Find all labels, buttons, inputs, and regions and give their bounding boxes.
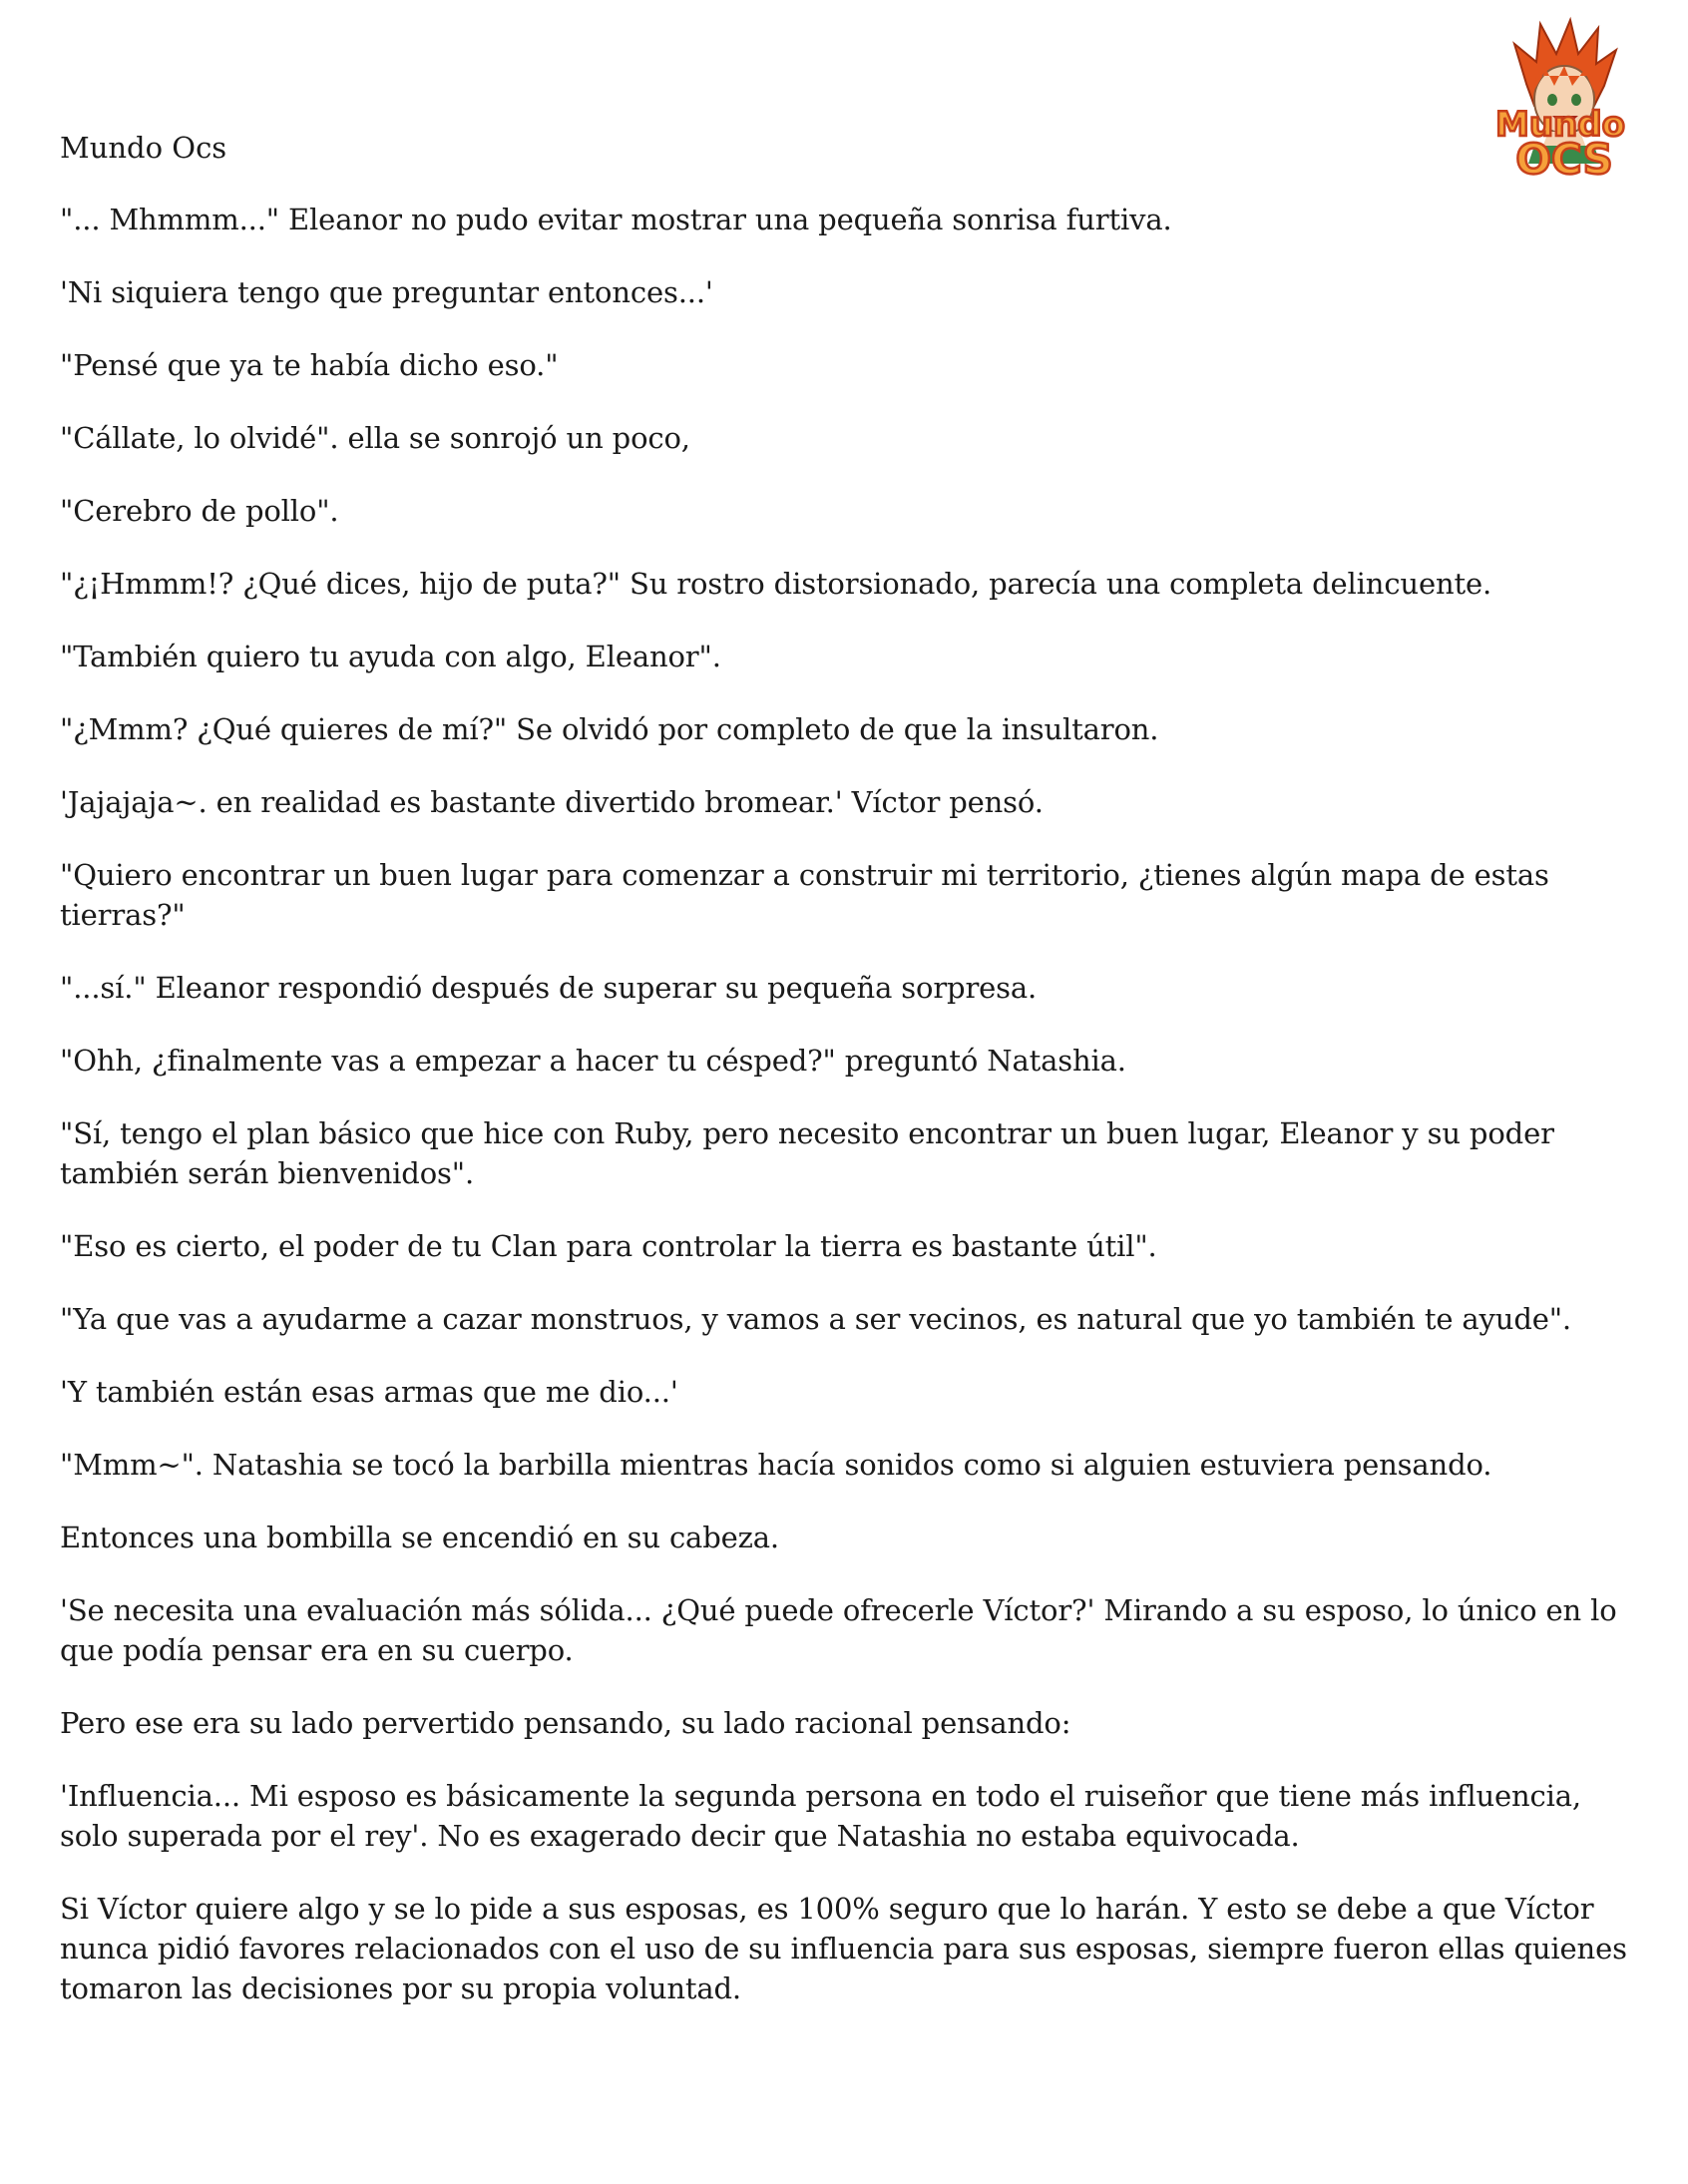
document-page <box>60 128 1636 2041</box>
paragraph: "También quiero tu ayuda con algo, Eleanor". <box>60 640 721 673</box>
paragraph: "¿Mmm? ¿Qué quieres de mí?" Se olvidó por completo de que la insultaron. <box>60 712 1159 746</box>
logo-text-mundo: Mundo <box>1495 105 1625 145</box>
site-name-header: Mundo Ocs <box>60 131 227 165</box>
paragraph: "Sí, tengo el plan básico que hice con Ruby, pero necesito encontrar un buen lugar, Eleanor y su poder también serán bienvenidos". <box>60 1116 1554 1190</box>
paragraph: Pero ese era su lado pervertido pensando, su lado racional pensando: <box>60 1706 1071 1740</box>
paragraph: "Pensé que ya te había dicho eso." <box>60 348 559 382</box>
paragraph: "Eso es cierto, el poder de tu Clan para controlar la tierra es bastante útil". <box>60 1229 1157 1263</box>
paragraph: 'Se necesita una evaluación más sólida... ¿Qué puede ofrecerle Víctor?' Mirando a su esposo, lo único en lo que podía pensar era en su cuerpo. <box>60 1593 1617 1667</box>
paragraph: 'Ni siquiera tengo que preguntar entonces...' <box>60 275 713 309</box>
paragraph: 'Influencia... Mi esposo es básicamente la segunda persona en todo el ruiseñor que tiene más influencia, solo superada por el rey'. No es exagerado decir que Natashia no estaba equivocada. <box>60 1779 1581 1853</box>
paragraph: "... Mhmmm..." Eleanor no pudo evitar mostrar una pequeña sonrisa furtiva. <box>60 203 1172 236</box>
paragraph: "Quiero encontrar un buen lugar para comenzar a construir mi territorio, ¿tienes algún mapa de estas tierras?" <box>60 858 1549 932</box>
paragraph: Entonces una bombilla se encendió en su cabeza. <box>60 1521 779 1554</box>
paragraph: 'Y también están esas armas que me dio...' <box>60 1375 678 1409</box>
paragraph: "Ya que vas a ayudarme a cazar monstruos, y vamos a ser vecinos, es natural que yo también te ayude". <box>60 1302 1571 1336</box>
paragraph: "Mmm~". Natashia se tocó la barbilla mientras hacía sonidos como si alguien estuviera pensando. <box>60 1448 1492 1482</box>
paragraph: 'Jajajaja~. en realidad es bastante divertido bromear.' Víctor pensó. <box>60 785 1044 819</box>
paragraph: "Cállate, lo olvidé". ella se sonrojó un poco, <box>60 421 690 455</box>
logo-text-ocs: OCS <box>1515 135 1613 184</box>
paragraph: Si Víctor quiere algo y se lo pide a sus esposas, es 100% seguro que lo harán. Y esto se debe a que Víctor nunca pidió favores relacionados con el uso de su influencia para sus esposas, siempre fueron ellas quienes tomaron las decisiones por su propia voluntad. <box>60 1892 1627 2005</box>
paragraph: "¿¡Hmmm!? ¿Qué dices, hijo de puta?" Su rostro distorsionado, parecía una completa delincuente. <box>60 567 1492 601</box>
paragraph: "Cerebro de pollo". <box>60 494 339 528</box>
paragraph: "Ohh, ¿finalmente vas a empezar a hacer tu césped?" preguntó Natashia. <box>60 1044 1126 1078</box>
paragraph: "...sí." Eleanor respondió después de superar su pequeña sorpresa. <box>60 971 1038 1005</box>
